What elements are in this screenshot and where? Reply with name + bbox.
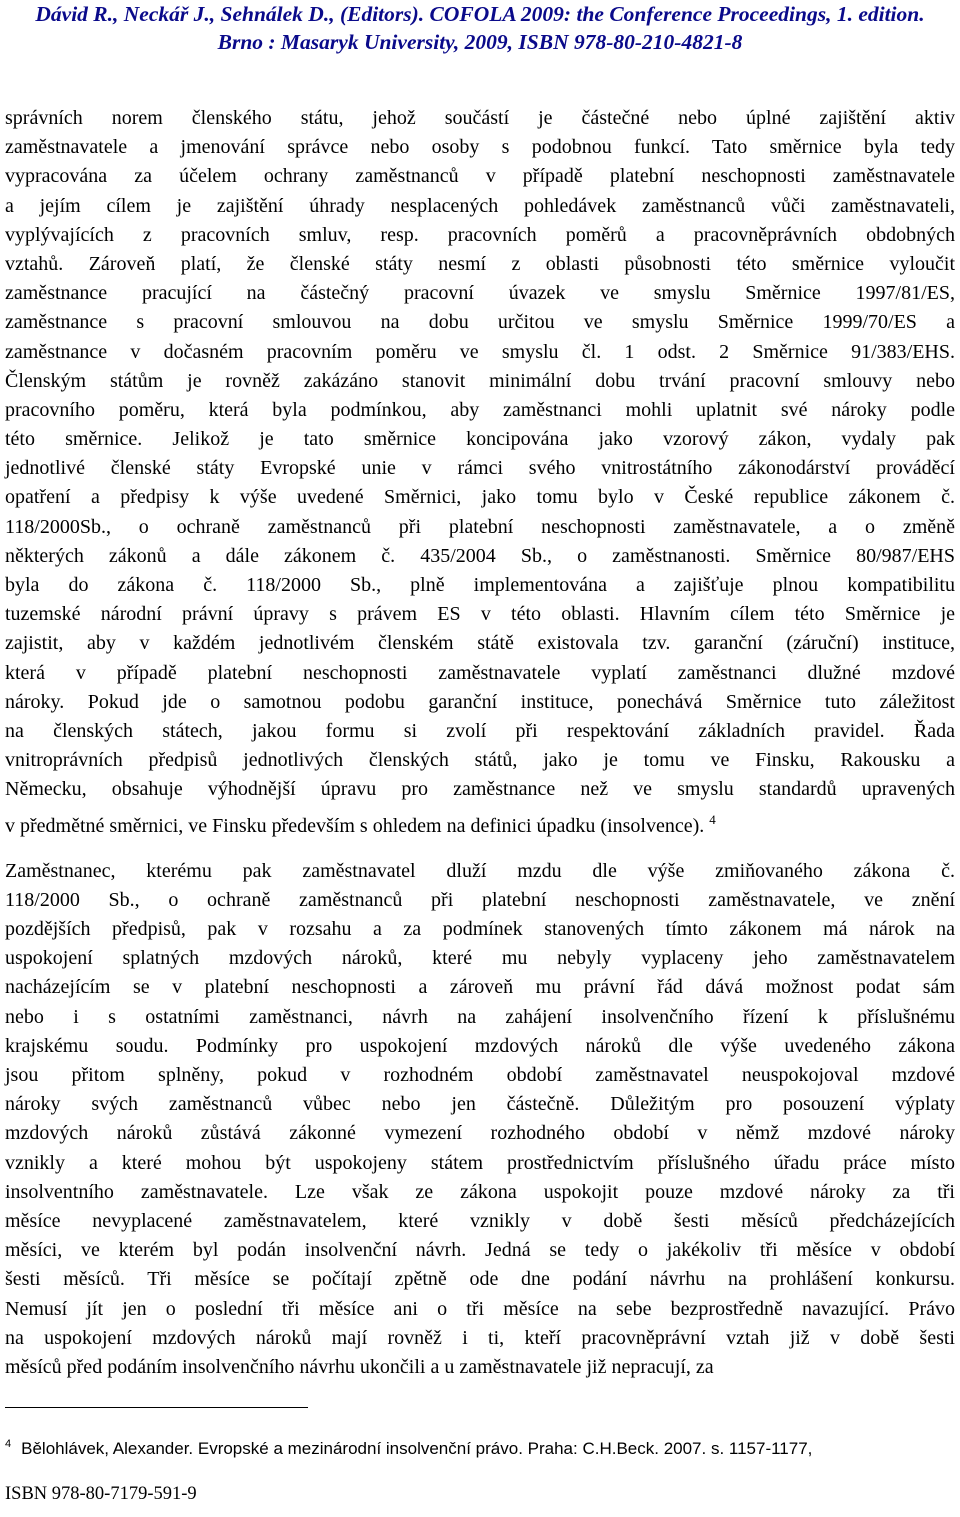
text-line [5, 367, 955, 396]
text-line [5, 542, 955, 571]
header-line-1: Dávid R., Neckář J., Sehnálek D., (Editors). COFOLA 2009: the Conference Proceedings, 1. edition. [35, 2, 925, 26]
text-line [5, 308, 955, 337]
paragraph-2 [5, 857, 955, 1382]
text-line-content: Členským státům je rovněž zakázáno stanovit minimální dobu trvání pracovní smlouvy nebo [5, 369, 955, 392]
text-line [5, 396, 955, 425]
text-line-content: 118/2000 Sb., o ochraně zaměstnanců při platební neschopnosti zaměstnavatele, ve znění [5, 888, 955, 911]
text-line-content: této směrnice. Jelikož je tato směrnice koncipována jako vzorový zákon, vydaly pak [5, 428, 955, 451]
text-line-content: měsíce nevyplacené zaměstnavatelem, které vznikly v době šesti měsíců předcházejících [5, 1209, 955, 1232]
text-line-content: 118/2000Sb., o ochraně zaměstnanců při platební neschopnosti zaměstnavatele, a o změně [5, 515, 955, 538]
text-line [5, 600, 955, 629]
footnote-number: 4 [5, 1438, 12, 1450]
text-line [5, 1207, 955, 1236]
text-line-content: vztahů. Zároveň platí, že členské státy nesmí z oblasti působnosti této směrnice vyloučit [5, 252, 955, 275]
text-line [5, 944, 955, 973]
text-line-content: v předmětné směrnici, ve Finsku především s ohledem na definici úpadku (insolvence). [5, 814, 705, 837]
text-line [5, 915, 955, 944]
text-line [5, 221, 955, 250]
text-line [5, 805, 955, 837]
text-line-content: insolventního zaměstnavatele. Lze však ze zákona uspokojit pouze mzdové nároky za tři [5, 1180, 955, 1203]
text-line-content: měsíců před podáním insolvenčního návrhu ukončili a u zaměstnavatele již nepracují, za [5, 1355, 714, 1378]
text-line [5, 886, 955, 915]
text-line [5, 250, 955, 279]
text-line-content: nároky. Pokud jde o samotnou podobu garanční instituce, ponechává Směrnice tuto záležitost [5, 690, 955, 713]
text-line-content: zaměstnance s pracovní smlouvou na dobu určitou ve smyslu Směrnice 1999/70/ES a [5, 311, 955, 334]
text-line-content: tuzemské národní právní úpravy s právem ES v této oblasti. Hlavním cílem této Směrnice je [5, 603, 955, 626]
text-line [5, 775, 955, 804]
text-line-content: pracovního poměru, která byla podmínkou, aby zaměstnanci mohli uplatnit své nároky podle [5, 398, 955, 421]
text-line-content: na členských státech, jakou formu si zvolí při respektování základních pravidel. Řada [5, 719, 955, 742]
text-line-content: Německu, obsahuje výhodnější úpravu pro zaměstnance než ve smyslu standardů upravených [5, 778, 955, 801]
text-line [5, 1295, 955, 1324]
text-line [5, 1032, 955, 1061]
body-text [5, 104, 955, 1382]
text-line [5, 1119, 955, 1148]
text-line [5, 104, 955, 133]
text-line-content: uspokojení splatných mzdových nároků, které mu nebyly vyplaceny jeho zaměstnavatelem [5, 947, 955, 970]
text-line [5, 192, 955, 221]
paragraph-gap [5, 834, 955, 857]
footnote-text: Bělohlávek, Alexander. Evropské a mezinárodní insolvenční právo. Praha: C.H.Beck. 2007. s. 1157-1177, [21, 1439, 813, 1458]
text-line-content: jsou přitom splněny, pokud v rozhodném období zaměstnavatel neuspokojoval mzdové [5, 1064, 955, 1086]
footnote-separator [5, 1407, 308, 1408]
text-line-content: krajskému soudu. Podmínky pro uspokojení mzdových nároků dle výše uvedeného zákona [5, 1034, 955, 1057]
text-line [5, 425, 955, 454]
text-line-content: mzdových nároků zůstává zákonné vymezení rozhodného období v němž mzdové nároky [5, 1122, 955, 1145]
text-line [5, 1090, 955, 1119]
text-line [5, 1003, 955, 1032]
text-line-content: zaměstnavatele a jmenování správce nebo osoby s podobnou funkcí. Tato směrnice byla tedy [5, 136, 955, 159]
footnote [5, 1433, 955, 1460]
text-line [5, 659, 955, 688]
text-line-content: Nemusí jít jen o poslední tři měsíce ani o tři měsíce na sebe bezprostředně navazující. Právo [5, 1297, 955, 1320]
text-line-content: šesti měsíců. Tři měsíce se počítají zpětně ode dne podání návrhu na prohlášení konkursu. [5, 1268, 955, 1291]
text-line-content: nacházejícím se v platební neschopnosti a zároveň mu právní řád dává možnost podat sám [5, 976, 955, 999]
paragraph-1 [5, 104, 955, 837]
header-line-2: Brno : Masaryk University, 2009, ISBN 978-80-210-4821-8 [217, 30, 743, 54]
text-line [5, 133, 955, 162]
text-line [5, 1061, 955, 1090]
text-line-content: nároky svých zaměstnanců vůbec nebo jen částečně. Důležitým pro posouzení výplaty [5, 1093, 955, 1116]
text-line-content: Zaměstnanec, kterému pak zaměstnavatel dluží mzdu dle výše zmiňovaného zákona č. [5, 859, 955, 882]
text-line [5, 1265, 955, 1294]
text-line-content: některých zákonů a dále zákonem č. 435/2004 Sb., o zaměstnanosti. Směrnice 80/987/EHS [5, 544, 955, 567]
text-line [5, 162, 955, 191]
text-line [5, 1178, 955, 1207]
isbn-footer: ISBN 978-80-7179-591-9 [5, 1484, 197, 1504]
text-line [5, 338, 955, 367]
text-line [5, 857, 955, 886]
text-line-content: vznikly a které mohou být uspokojeny státem prostřednictvím příslušného úřadu práce místo [5, 1151, 955, 1174]
text-line [5, 1353, 955, 1382]
text-line-content: zaměstnance v dočasném pracovním poměru ve smyslu čl. 1 odst. 2 Směrnice 91/383/EHS. [5, 340, 955, 363]
text-line [5, 279, 955, 308]
text-line-content: vnitroprávních předpisů jednotlivých členských států, jako je tomu ve Finsku, Rakousku a [5, 749, 955, 772]
text-line-content: vypracována za účelem ochrany zaměstnanců v případě platební neschopnosti zaměstnavatele [5, 165, 955, 188]
text-line-content: pozdějších předpisů, pak v rozsahu a za podmínek stanovených tímto zákonem má nárok na [5, 918, 955, 941]
text-line-content: nebo i s ostatními zaměstnanci, návrh na zahájení insolvenčního řízení k příslušnému [5, 1005, 955, 1028]
text-line [5, 454, 955, 483]
text-line-content: vyplývajících z pracovních smluv, resp. pracovních poměrů a pracovněprávních obdobných [5, 223, 955, 246]
text-line [5, 973, 955, 1002]
page-header [0, 0, 960, 56]
text-line [5, 483, 955, 512]
text-line-content: zajistit, aby v každém jednotlivém členském státě existovala tzv. garanční (záruční) instituce, [5, 632, 955, 655]
text-line [5, 1324, 955, 1353]
footnote-reference[interactable]: 4 [709, 811, 716, 827]
text-line-content: správních norem členského státu, jehož součástí je částečné nebo úplné zajištění aktiv [5, 107, 955, 129]
text-line-content: jednotlivé členské státy Evropské unie v rámci svého vnitrostátního zákonodárství prováděcí [5, 457, 955, 480]
text-line-content: na uspokojení mzdových nároků mají rovněž i ti, kteří pracovněprávní vztah již v době šesti [5, 1326, 955, 1349]
text-line [5, 688, 955, 717]
text-line [5, 1236, 955, 1265]
text-line [5, 746, 955, 775]
text-line-content: která v případě platební neschopnosti zaměstnavatele vyplatí zaměstnanci dlužné mzdové [5, 661, 955, 684]
text-line [5, 1149, 955, 1178]
text-line-content: byla do zákona č. 118/2000 Sb., plně implementována a zajišťuje plnou kompatibilitu [5, 574, 955, 596]
text-line [5, 513, 955, 542]
text-line [5, 571, 955, 600]
text-line [5, 629, 955, 658]
text-line-content: a jejím cílem je zajištění úhrady nesplacených pohledávek zaměstnanců vůči zaměstnavateli, [5, 194, 955, 217]
text-line-content: opatření a předpisy k výše uvedené Směrnici, jako tomu bylo v České republice zákonem č. [5, 486, 955, 509]
text-line-content: zaměstnance pracující na částečný pracovní úvazek ve smyslu Směrnice 1997/81/ES, [5, 282, 955, 305]
text-line [5, 717, 955, 746]
text-line-content: měsíci, ve kterém byl podán insolvenční návrh. Jedná se tedy o jakékoliv tři měsíce v období [5, 1239, 955, 1262]
